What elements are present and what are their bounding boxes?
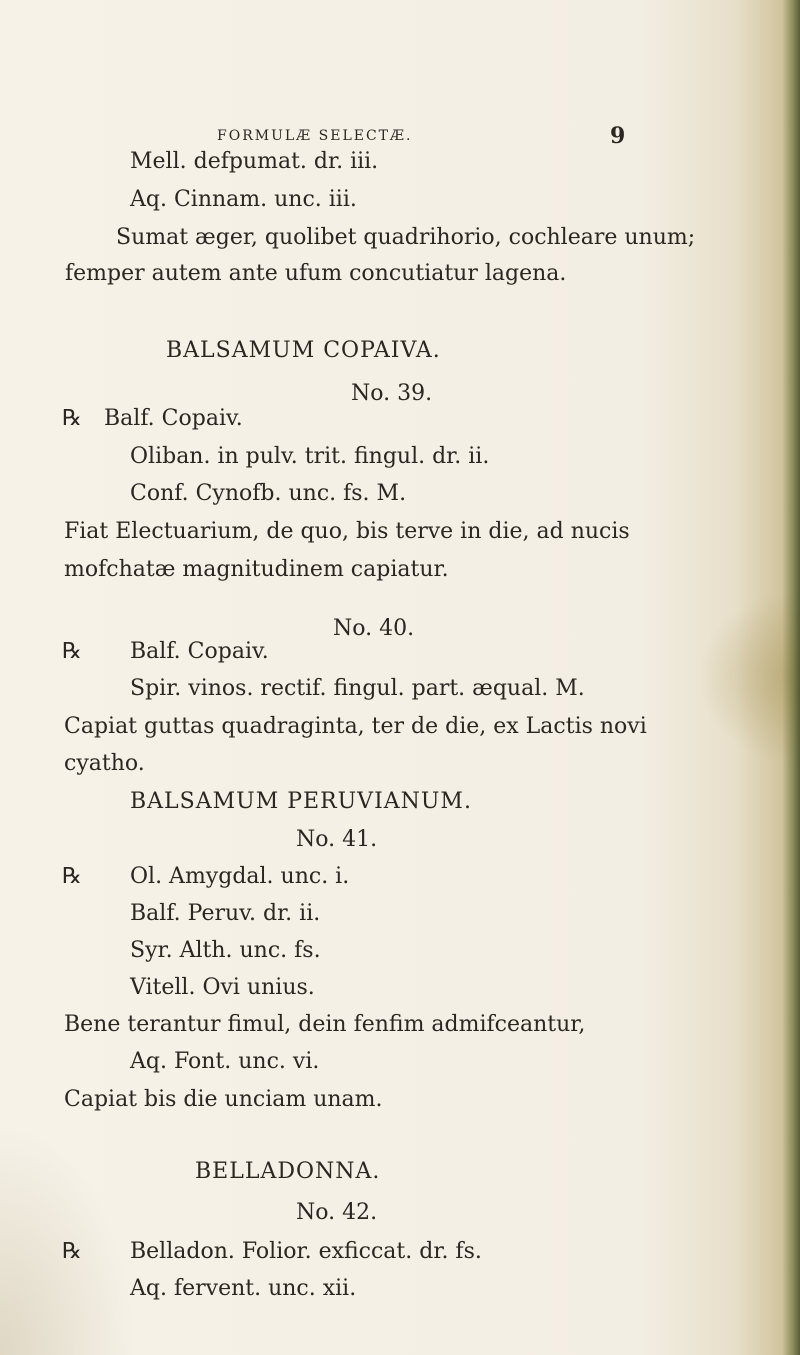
text-line: Balf. Copaiv. [130,639,269,664]
text-line: Aq. fervent. unc. xii. [130,1276,357,1301]
text-line: Oliban. in pulv. trit. fingul. dr. ii. [130,444,490,469]
section-heading: BALSAMUM PERUVIANUM. [130,789,472,814]
formula-number: No. 39. [351,381,433,406]
text-line: Spir. vinos. rectif. fingul. part. æqual. M. [130,676,585,701]
recipe-icon: ℞ [62,1239,82,1264]
text-line: cyatho. [64,751,145,776]
text-line: Capiat bis die unciam unam. [64,1087,383,1112]
text-line: Vitell. Ovi unius. [130,975,315,1000]
text-line: Balf. Peruv. dr. ii. [130,901,321,926]
text-line: Fiat Electuarium, de quo, bis terve in die, ad nucis [64,519,630,544]
section-heading: BELLADONNA. [195,1159,381,1184]
text-line: Aq. Cinnam. unc. iii. [130,187,357,212]
formula-number: No. 41. [296,827,378,852]
text-line: Aq. Font. unc. vi. [130,1049,320,1074]
page-number: 9 [610,123,626,149]
recipe-icon: ℞ [62,864,82,889]
text-line: Bene terantur fimul, dein fenfim admifceantur, [64,1012,586,1037]
text-line: Balf. Copaiv. [104,406,243,431]
text-line: femper autem ante ufum concutiatur lagena. [65,261,567,286]
text-line: Ol. Amygdal. unc. i. [130,864,350,889]
running-header: FORMULÆ SELECTÆ. [217,128,413,144]
formula-number: No. 42. [296,1200,378,1225]
text-line: mofchatæ magnitudinem capiatur. [64,557,449,582]
text-line: Capiat guttas quadraginta, ter de die, ex Lactis novi [64,714,647,739]
text-line: Mell. defpumat. dr. iii. [130,149,379,174]
text-line: Belladon. Folior. exficcat. dr. fs. [130,1239,482,1264]
page-edge-shadow [782,0,800,1355]
text-line: Syr. Alth. unc. fs. [130,938,321,963]
recipe-icon: ℞ [62,639,82,664]
text-line: Conf. Cynofb. unc. fs. M. [130,481,407,506]
recipe-icon: ℞ [62,406,82,431]
section-heading: BALSAMUM COPAIVA. [166,338,441,363]
formula-number: No. 40. [333,616,415,641]
text-line: Sumat æger, quolibet quadrihorio, cochleare unum; [116,225,696,250]
